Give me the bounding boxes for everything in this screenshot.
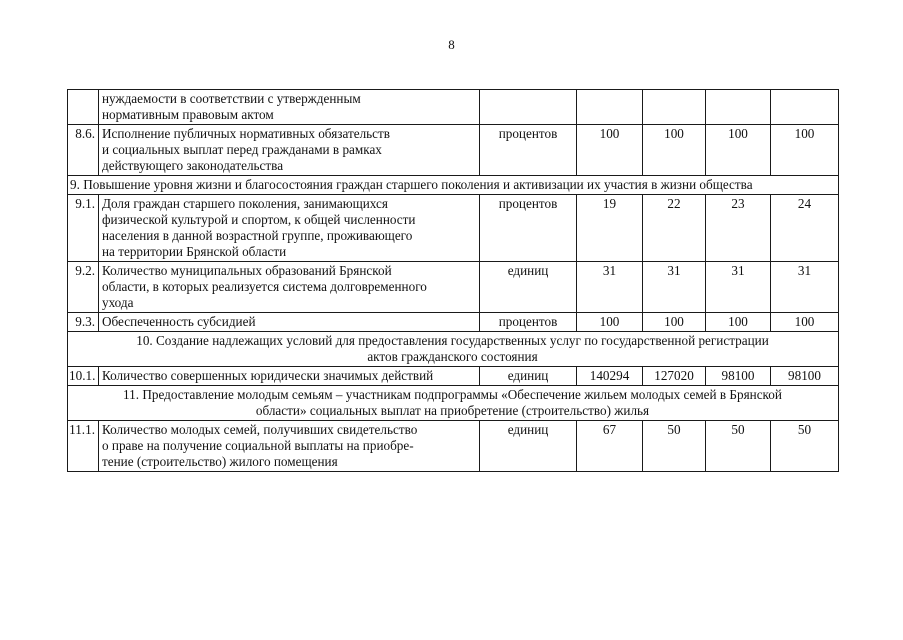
value-cell: 31 [643, 262, 706, 313]
indicator-description-line: ухода [102, 295, 134, 310]
indicator-description-line: Доля граждан старшего поколения, занимающихся [102, 196, 388, 211]
indicator-description-line: действующего законодательства [102, 158, 284, 173]
indicator-description [99, 90, 480, 125]
section-row [68, 332, 839, 367]
table-row [68, 195, 839, 262]
unit-cell: единиц [480, 262, 577, 313]
value-cell [771, 90, 839, 125]
section-title-line: 10. Создание надлежащих условий для предоставления государственных услуг по государственной регистрации [136, 333, 769, 348]
value-cell: 31 [771, 262, 839, 313]
unit-cell: процентов [480, 195, 577, 262]
value-cell [577, 90, 643, 125]
indicator-description-line: Исполнение публичных нормативных обязательств [102, 126, 391, 141]
section-title [68, 176, 839, 195]
section-title-line: 9. Повышение уровня жизни и благосостояния граждан старшего поколения и активизации их участия в жизни общества [70, 177, 753, 192]
value-cell: 50 [706, 421, 771, 472]
indicator-number: 8.6. [68, 125, 99, 176]
value-cell: 140294 [577, 367, 643, 386]
indicator-description-line: нормативным правовым актом [102, 107, 274, 122]
indicator-description-line: Обеспеченность субсидией [102, 314, 256, 329]
indicator-description-line: физической культурой и спортом, к общей численности [102, 212, 416, 227]
unit-cell: единиц [480, 421, 577, 472]
value-cell: 100 [577, 313, 643, 332]
value-cell [643, 90, 706, 125]
indicator-description [99, 421, 480, 472]
value-cell: 100 [771, 125, 839, 176]
indicator-number: 11.1. [68, 421, 99, 472]
indicator-number: 9.3. [68, 313, 99, 332]
section-title [68, 386, 839, 421]
value-cell: 100 [706, 125, 771, 176]
value-cell: 31 [577, 262, 643, 313]
indicator-description-line: Количество молодых семей, получивших свидетельство [102, 422, 418, 437]
table-row [68, 313, 839, 332]
value-cell: 98100 [771, 367, 839, 386]
section-title-line: актов гражданского состояния [367, 349, 538, 364]
value-cell: 100 [577, 125, 643, 176]
value-cell: 50 [771, 421, 839, 472]
unit-cell: единиц [480, 367, 577, 386]
value-cell: 127020 [643, 367, 706, 386]
value-cell: 23 [706, 195, 771, 262]
value-cell: 19 [577, 195, 643, 262]
value-cell: 100 [643, 313, 706, 332]
indicator-description-line: тение (строительство) жилого помещения [102, 454, 338, 469]
section-row [68, 386, 839, 421]
value-cell: 22 [643, 195, 706, 262]
indicator-description [99, 313, 480, 332]
section-row [68, 176, 839, 195]
indicator-description-line: нуждаемости в соответствии с утвержденным [102, 91, 361, 106]
indicator-number: 9.1. [68, 195, 99, 262]
section-title-line: 11. Предоставление молодым семьям – участникам подпрограммы «Обеспечение жильем молодых семей в Брянской [123, 387, 782, 402]
indicators-table [67, 89, 839, 472]
value-cell: 50 [643, 421, 706, 472]
indicator-description [99, 367, 480, 386]
indicator-number [68, 90, 99, 125]
indicator-description-line: и социальных выплат перед гражданами в рамках [102, 142, 382, 157]
indicator-description [99, 262, 480, 313]
unit-cell: процентов [480, 313, 577, 332]
value-cell [706, 90, 771, 125]
indicator-number: 10.1. [68, 367, 99, 386]
value-cell: 100 [643, 125, 706, 176]
section-title-line: области» социальных выплат на приобретение (строительство) жилья [255, 403, 650, 418]
value-cell: 31 [706, 262, 771, 313]
unit-cell: процентов [480, 125, 577, 176]
value-cell: 24 [771, 195, 839, 262]
value-cell: 100 [771, 313, 839, 332]
table-row [68, 125, 839, 176]
value-cell: 67 [577, 421, 643, 472]
value-cell: 98100 [706, 367, 771, 386]
table-row [68, 367, 839, 386]
indicator-description [99, 195, 480, 262]
table-row [68, 262, 839, 313]
indicator-description-line: населения в данной возрастной группе, проживающего [102, 228, 413, 243]
indicator-description-line: области, в которых реализуется система долговременного [102, 279, 427, 294]
page-number: 8 [448, 37, 455, 52]
value-cell: 100 [706, 313, 771, 332]
section-title [68, 332, 839, 367]
table-row [68, 421, 839, 472]
indicator-number: 9.2. [68, 262, 99, 313]
unit-cell [480, 90, 577, 125]
indicator-description-line: Количество совершенных юридически значимых действий [102, 368, 434, 383]
indicator-description-line: о праве на получение социальной выплаты на приобре- [102, 438, 414, 453]
table-row [68, 90, 839, 125]
indicator-description [99, 125, 480, 176]
indicator-description-line: на территории Брянской области [102, 244, 287, 259]
indicator-description-line: Количество муниципальных образований Брянской [102, 263, 392, 278]
